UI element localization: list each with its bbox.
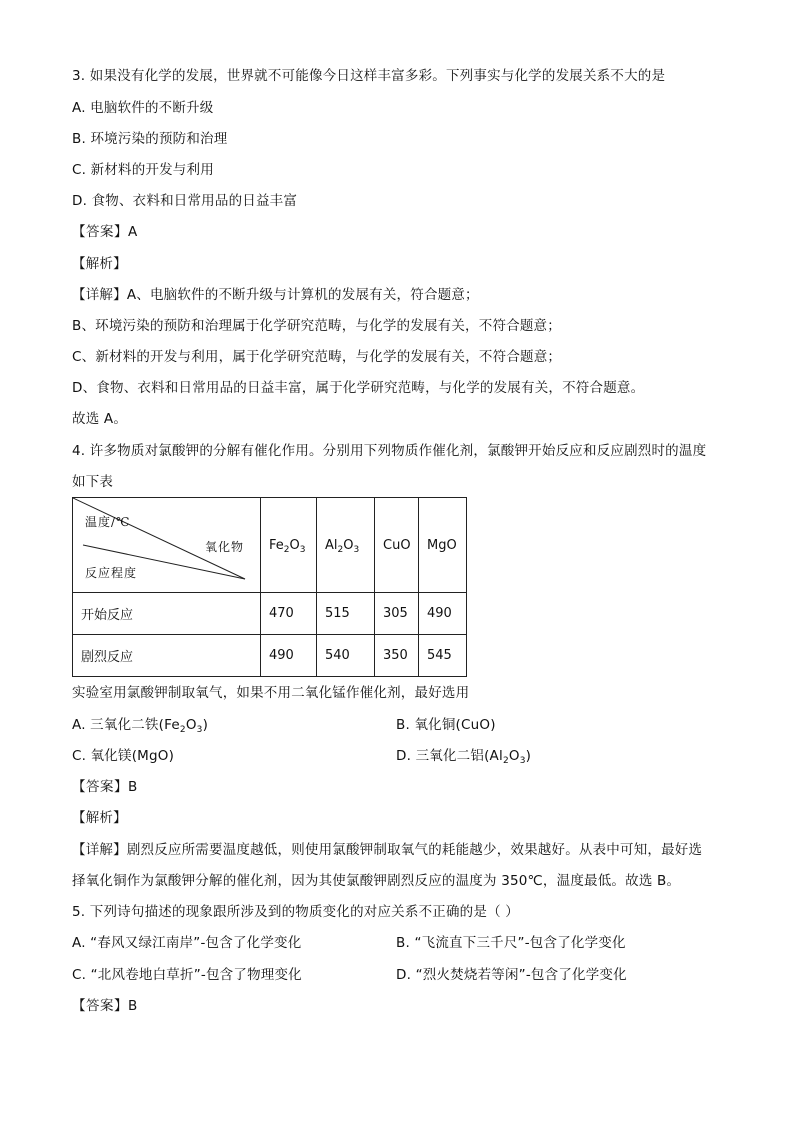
q5-answer [72, 996, 137, 1016]
q4-question: 实验室用氯酸钾制取氧气，如果不用二氧化锰作催化剂，最好选用 [72, 685, 470, 701]
q3-option-b: B. 环境污染的预防和治理 [72, 131, 228, 147]
q3-option-d: D. 食物、衣料和日常用品的日益丰富 [72, 193, 298, 209]
q3-conclusion: 故选 A。 [72, 411, 128, 427]
q4-detail-line2: 择氧化铜作为氯酸钾分解的催化剂，因为其使氯酸钾剧烈反应的温度为 350℃，温度最低。故选 B。 [72, 873, 681, 889]
q4-option-d: D. 三氧化二铝$(Al_2O_3)$ [396, 748, 532, 766]
table-cell: 540 [317, 635, 375, 677]
table-row [73, 593, 467, 635]
answer-tag: 【答案】 [72, 998, 128, 1014]
q4-option-c: C. 氧化镁(MgO) [72, 748, 175, 764]
diagonal-header-cell [73, 498, 261, 593]
detail-tag: 【详解】 [72, 842, 127, 858]
detail-text: 剧烈反应所需要温度越低，则使用氯酸钾制取氧气的耗能越少，效果越好。从表中可知，最好选 [126, 842, 703, 858]
table-header-row [73, 498, 467, 593]
answer-tag: 【答案】 [72, 779, 128, 795]
q4-option-b: B. 氧化铜(CuO) [396, 717, 496, 733]
q5-option-c: C. “北风卷地白草折”-包含了物理变化 [72, 967, 302, 983]
q4-option-a: A. 三氧化二铁$(Fe_2O_3)$ [72, 717, 209, 735]
q5-option-d: D. “烈火焚烧若等闲”-包含了化学变化 [396, 967, 627, 983]
q5-stem: 5. 下列诗句描述的现象跟所涉及到的物质变化的对应关系不正确的是（ ） [72, 904, 519, 920]
table-cell: 305 [375, 593, 419, 635]
q3-detail-0 [72, 285, 479, 305]
q3-answer [72, 222, 137, 242]
q3-stem: 3. 如果没有化学的发展，世界就不可能像今日这样丰富多彩。下列事实与化学的发展关系不大的是 [72, 68, 666, 84]
detail-tag: 【详解】 [72, 287, 127, 303]
table-cell: 515 [317, 593, 375, 635]
header-fe2o3: $Fe_2O_3$ [261, 498, 317, 593]
q4-stem-line1: 4. 许多物质对氯酸钾的分解有催化作用。分别用下列物质作催化剂，氯酸钾开始反应和反应剧烈时的温度 [72, 443, 707, 459]
header-mgo: MgO [419, 498, 467, 593]
q4-stem-line2: 如下表 [72, 474, 114, 490]
answer-value: B [128, 779, 138, 795]
q4-answer [72, 777, 137, 797]
header-cuo: CuO [375, 498, 419, 593]
answer-tag: 【答案】 [72, 224, 128, 240]
table-cell: 490 [261, 635, 317, 677]
header-al2o3: $Al_2O_3$ [317, 498, 375, 593]
diag-label-degree: 反应程度 [85, 566, 138, 580]
table-cell: 545 [419, 635, 467, 677]
q3-detail-3: D、食物、衣料和日常用品的日益丰富，属于化学研究范畴，与化学的发展有关，不符合题意。 [72, 380, 645, 396]
q4-analysis-tag: 【解析】 [72, 810, 127, 826]
detail-text: A、电脑软件的不断升级与计算机的发展有关，符合题意； [126, 287, 479, 303]
table-cell: 490 [419, 593, 467, 635]
q5-option-b: B. “飞流直下三千尺”-包含了化学变化 [396, 935, 626, 951]
answer-value: A [128, 224, 138, 240]
q3-detail-2: C、新材料的开发与利用，属于化学研究范畴，与化学的发展有关，不符合题意； [72, 349, 562, 365]
q3-option-c: C. 新材料的开发与利用 [72, 162, 214, 178]
table-cell: 470 [261, 593, 317, 635]
q4-detail-line1 [72, 840, 702, 860]
table-cell: 350 [375, 635, 419, 677]
q5-option-a: A. “春风又绿江南岸”-包含了化学变化 [72, 935, 302, 951]
table-row [73, 635, 467, 677]
diag-label-oxide: 氧化物 [205, 540, 245, 554]
row-label-start: 开始反应 [73, 593, 261, 635]
diag-label-temperature: 温度/℃ [85, 515, 131, 529]
row-label-violent: 剧烈反应 [73, 635, 261, 677]
q3-analysis-tag: 【解析】 [72, 256, 127, 272]
answer-value: B [128, 998, 138, 1014]
q3-option-a: A. 电脑软件的不断升级 [72, 100, 214, 116]
q3-detail-1: B、环境污染的预防和治理属于化学研究范畴，与化学的发展有关，不符合题意； [72, 318, 561, 334]
catalyst-temperature-table [72, 497, 467, 677]
